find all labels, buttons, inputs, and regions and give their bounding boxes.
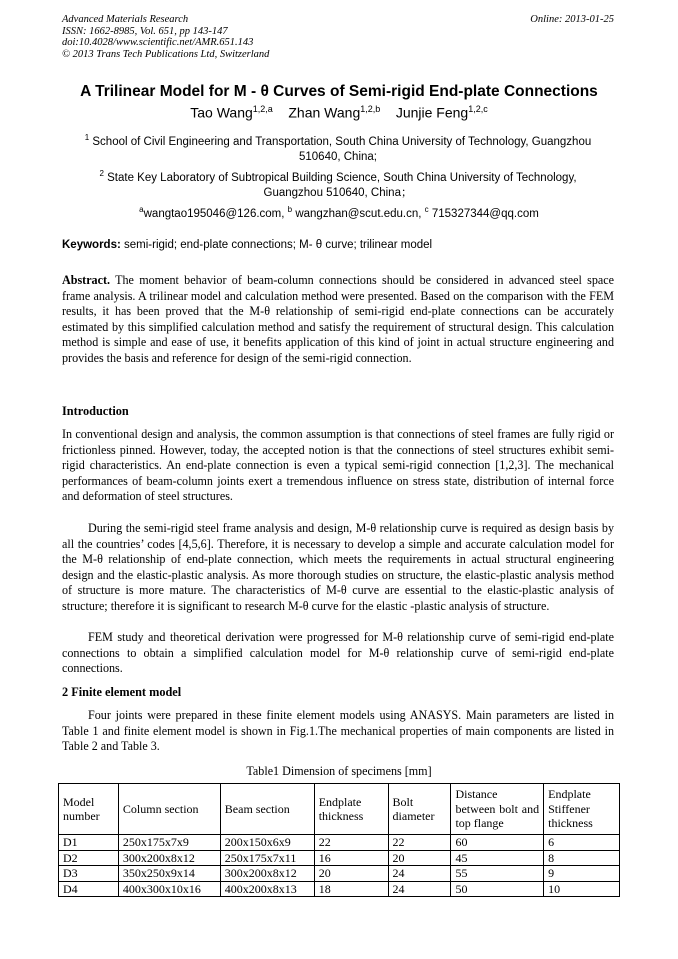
author-list	[0, 104, 678, 121]
affiliation-sup: 1	[84, 133, 90, 142]
table-cell: 9	[544, 866, 620, 882]
table-header-row	[59, 784, 620, 835]
email-sup: a	[139, 205, 144, 214]
keywords-label: Keywords:	[62, 239, 121, 251]
table-header-cell: Bolt diameter	[388, 784, 451, 835]
email-address: wangzhan@scut.edu.cn,	[295, 207, 422, 220]
table-header-cell: Endplate Stiffener thickness	[544, 784, 620, 835]
table-cell: 24	[388, 866, 451, 882]
keywords-text: semi-rigid; end-plate connections; M- θ curve; trilinear model	[124, 239, 433, 251]
email-address: wangtao195046@126.com,	[143, 207, 285, 220]
author-name: Zhan Wang	[288, 104, 361, 121]
table-cell: 16	[314, 850, 388, 866]
table-cell: 18	[314, 881, 388, 897]
table-cell: 200x150x6x9	[220, 835, 314, 851]
table-cell: 6	[544, 835, 620, 851]
keywords	[62, 239, 614, 251]
table-cell: 50	[451, 881, 544, 897]
running-header	[62, 14, 614, 60]
table-cell: 20	[314, 866, 388, 882]
table-header-cell: Model number	[59, 784, 119, 835]
table-cell: 60	[451, 835, 544, 851]
table-row	[59, 835, 620, 851]
specimen-table	[58, 783, 620, 897]
affiliation-1	[62, 130, 614, 166]
table-row	[59, 881, 620, 897]
table-cell: 22	[314, 835, 388, 851]
copyright-line: © 2013 Trans Tech Publications Ltd, Switzerland	[62, 48, 270, 60]
author-affil-sup: 1,2,c	[468, 104, 488, 114]
table-cell: 250x175x7x9	[118, 835, 220, 851]
table-row	[59, 866, 620, 882]
table-cell: 250x175x7x11	[220, 850, 314, 866]
affiliation-2	[62, 166, 614, 202]
intro-paragraph-2: During the semi-rigid steel frame analysis and design, M-θ relationship curve is required as design basis by all the countries’ codes [4,5,6]. Therefore, it is necessary to develop a simple and accurate calculation model for the M-θ relationship of end-plate connection, which meets the requirements in actual structural engineering design and the elastic-plastic analysis. As more thorough studies on structure, the elastic-plastic analysis method of structure is more mature. The characteristics of M-θ curve are essential to the elastic-plastic analysis of structure; therefore it is significant to research M-θ curve for the elastic -plastic analysis of structure.	[62, 521, 614, 613]
table-cell: 22	[388, 835, 451, 851]
online-date: Online: 2013-01-25	[530, 14, 614, 25]
author-affil-sup: 1,2,b	[360, 104, 381, 114]
author-name: Junjie Feng	[395, 104, 469, 121]
abstract-label: Abstract.	[62, 273, 111, 287]
affiliation-line: Guangzhou 510640, China；	[263, 187, 413, 200]
author-name: Tao Wang	[190, 104, 253, 121]
table-header-cell: Beam section	[220, 784, 314, 835]
table-cell: D1	[59, 835, 119, 851]
table-cell: 300x200x8x12	[118, 850, 220, 866]
section-heading-fem: 2 Finite element model	[62, 685, 182, 699]
issn-line: ISSN: 1662-8985, Vol. 651, pp 143-147	[62, 25, 228, 37]
table-cell: D4	[59, 881, 119, 897]
abstract	[62, 273, 614, 366]
affiliation-line: 510640, China;	[298, 151, 377, 164]
email-list	[0, 205, 678, 220]
table-cell: 300x200x8x12	[220, 866, 314, 882]
doi-line: doi:10.4028/www.scientific.net/AMR.651.143	[62, 37, 254, 48]
table-cell: 400x300x10x16	[118, 881, 220, 897]
table-caption: Table1 Dimension of specimens [mm]	[246, 764, 432, 778]
table-cell: 20	[388, 850, 451, 866]
email-sup: b	[287, 205, 293, 214]
table-cell: 400x200x8x13	[220, 881, 314, 897]
fem-paragraph-1: Four joints were prepared in these finite element models using ANASYS. Main parameters are listed in Table 1 and finite element model is shown in Fig.1.The mechanical properties of main components are listed in Table 2 and Table 3.	[62, 708, 614, 753]
table-cell: 24	[388, 881, 451, 897]
table-cell: 10	[544, 881, 620, 897]
table-header-cell: Column section	[118, 784, 220, 835]
table-cell: 45	[451, 850, 544, 866]
table-row	[59, 850, 620, 866]
table-cell: 55	[451, 866, 544, 882]
table-cell: D2	[59, 850, 119, 866]
intro-paragraph-3: FEM study and theoretical derivation were progressed for M-θ relationship curve of semi-rigid end-plate connections to obtain a simplified calculation model for M-θ relationship curve of semi-rigid end-plate connections.	[62, 630, 614, 675]
table-cell: D3	[59, 866, 119, 882]
table-header-cell: Endplate thickness	[314, 784, 388, 835]
email-sup: c	[424, 205, 429, 214]
abstract-text: The moment behavior of beam-column connections should be considered in advanced steel space frame analysis. A trilinear model and calculation method were presented. Based on the comparison with the FEM results, it has been proved that the M-θ relationship of semi-rigid end-plate connections can be accurately estimated by this simplified calculation method and satisfy the requirement of structural design. This calculation method is simple and ease of use, it benefits application of this kind of joint in actual structure engineering and provides the basis and reference for design of the semi-rigid connection.	[62, 273, 614, 365]
affiliation-line: School of Civil Engineering and Transportation, South China University of Technology, Guangzhou	[92, 135, 592, 148]
email-address: 715327344@qq.com	[431, 207, 539, 220]
intro-paragraph-1: In conventional design and analysis, the common assumption is that connections of steel frames are fully rigid or frictionless pinned. However, today, the accepted notion is that the connections of steel structures exhibit semi-rigid characteristics. An end-plate connection is even a typical semi-rigid connection [1,2,3]. The mechanical performances of beam-column joints exert a tremendous influence on stress state, distribution of internal force and deformation of steel structures.	[62, 427, 614, 503]
affiliation-sup: 2	[99, 169, 104, 178]
journal-name: Advanced Materials Research	[62, 14, 189, 25]
table-cell: 350x250x9x14	[118, 866, 220, 882]
author-affil-sup: 1,2,a	[252, 104, 273, 114]
affiliation-line: State Key Laboratory of Subtropical Building Science, South China University of Technology,	[107, 171, 577, 184]
section-heading-introduction: Introduction	[62, 404, 129, 418]
paper-title: A Trilinear Model for M - θ Curves of Semi-rigid End-plate Connections	[80, 83, 598, 100]
table-cell: 8	[544, 850, 620, 866]
table-header-cell: Distance between bolt and top flange	[451, 784, 544, 835]
